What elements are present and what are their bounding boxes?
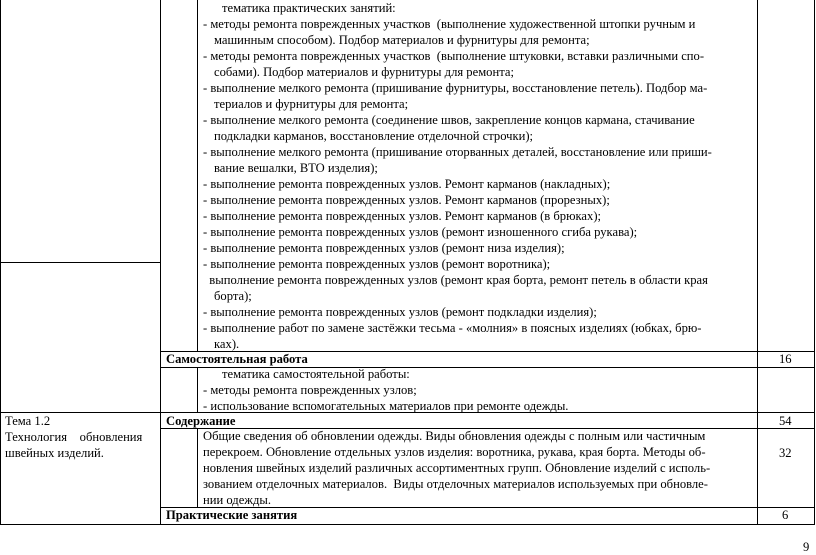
practice-topics-list	[203, 16, 755, 352]
topic-number: Тема 1.2	[5, 414, 51, 428]
content-line: Общие сведения об обновлении одежды. Виды обновления одежды с полным или частичным	[203, 429, 706, 443]
practice-topic-item-continuation: ках).	[214, 337, 240, 351]
practice-topic-item: - методы ремонта поврежденных участков (выполнение художественной штопки ручным и	[203, 17, 696, 31]
practice-topic-item: - выполнение ремонта поврежденных узлов (ремонт низа изделия);	[203, 241, 565, 255]
practice-topic-item-continuation: машинным способом). Подбор материалов и фурнитуры для ремонта;	[214, 33, 590, 47]
practice-topic-item-continuation: териалов и фурнитуры для ремонта;	[214, 97, 409, 111]
practice-topic-item: - методы ремонта поврежденных участков (выполнение штуковки, вставки различными спо-	[203, 49, 705, 63]
content-line: нии одежды.	[203, 493, 272, 507]
content-text	[203, 428, 755, 508]
content-line: новления швейных изделий различных ассортиментных групп. Обновление изделий с исполь-	[203, 461, 711, 475]
practice-topic-item: - выполнение ремонта поврежденных узлов. Ремонт карманов (в брюках);	[203, 209, 602, 223]
content-label: Содержание	[166, 414, 236, 428]
page-number: 9	[803, 540, 810, 554]
practice-topic-item: выполнение ремонта поврежденных узлов (ремонт края борта, ремонт петель в области края	[203, 273, 708, 287]
topic-title: Технология обновления	[5, 430, 143, 444]
practice-label: Практические занятия	[166, 508, 298, 522]
self-work-intro: тематика самостоятельной работы:	[222, 367, 410, 381]
practice-topic-item: - выполнение мелкого ремонта (пришивание оторванных деталей, восстановление или приши-	[203, 145, 712, 159]
practice-topic-item: - выполнение ремонта поврежденных узлов (ремонт подкладки изделия);	[203, 305, 597, 319]
topic-title: швейных изделий.	[5, 446, 104, 460]
table-bottom-border	[0, 524, 815, 525]
practice-topic-item-continuation: подкладки карманов, восстановление отделочной строчки);	[214, 129, 534, 143]
practice-topic-item-continuation: собами). Подбор материалов и фурнитуры для ремонта;	[214, 65, 514, 79]
col-divider-topic	[160, 0, 161, 524]
col-divider-hours	[757, 0, 758, 524]
content-sub-hours: 32	[779, 446, 792, 460]
practice-topic-item: - выполнение ремонта поврежденных узлов. Ремонт карманов (накладных);	[203, 177, 611, 191]
practice-hours: 6	[782, 508, 789, 522]
self-work-hours: 16	[779, 352, 792, 366]
practice-topic-item: - выполнение мелкого ремонта (соединение швов, закрепление концов кармана, стачивание	[203, 113, 695, 127]
self-work-item: - использование вспомогательных материалов при ремонте одежды.	[203, 399, 569, 413]
practice-topic-item-continuation: вание вешалки, ВТО изделия);	[214, 161, 378, 175]
practice-topic-item-continuation: борта);	[214, 289, 252, 303]
content-line: зованием отделочных материалов. Виды отделочных материалов используемых при обновле-	[203, 477, 708, 491]
content-hours: 54	[779, 414, 792, 428]
practice-topic-item: - выполнение работ по замене застёжки тесьма - «молния» в поясных изделиях (юбках, брю-	[203, 321, 702, 335]
practice-topic-item: - выполнение ремонта поврежденных узлов (ремонт изношенного сгиба рукава);	[203, 225, 638, 239]
practice-topic-item: - выполнение мелкого ремонта (пришивание фурнитуры, восстановление петель). Подбор ма-	[203, 81, 708, 95]
content-line: перекроем. Обновление отдельных узлов изделия: воротника, рукава, края борта. Методы об-	[203, 445, 706, 459]
table-right-border	[814, 0, 815, 524]
self-work-label: Самостоятельная работа	[166, 352, 308, 366]
col-divider-inner	[197, 0, 198, 351]
col-divider-inner	[197, 367, 198, 412]
col-divider-inner	[197, 428, 198, 507]
self-work-item: - методы ремонта поврежденных узлов;	[203, 383, 417, 397]
practice-topic-item: - выполнение ремонта поврежденных узлов. Ремонт карманов (прорезных);	[203, 193, 610, 207]
row-line-left	[0, 262, 160, 263]
practice-topics-intro: тематика практических занятий:	[222, 1, 396, 15]
practice-topic-item: - выполнение ремонта поврежденных узлов (ремонт воротника);	[203, 257, 551, 271]
